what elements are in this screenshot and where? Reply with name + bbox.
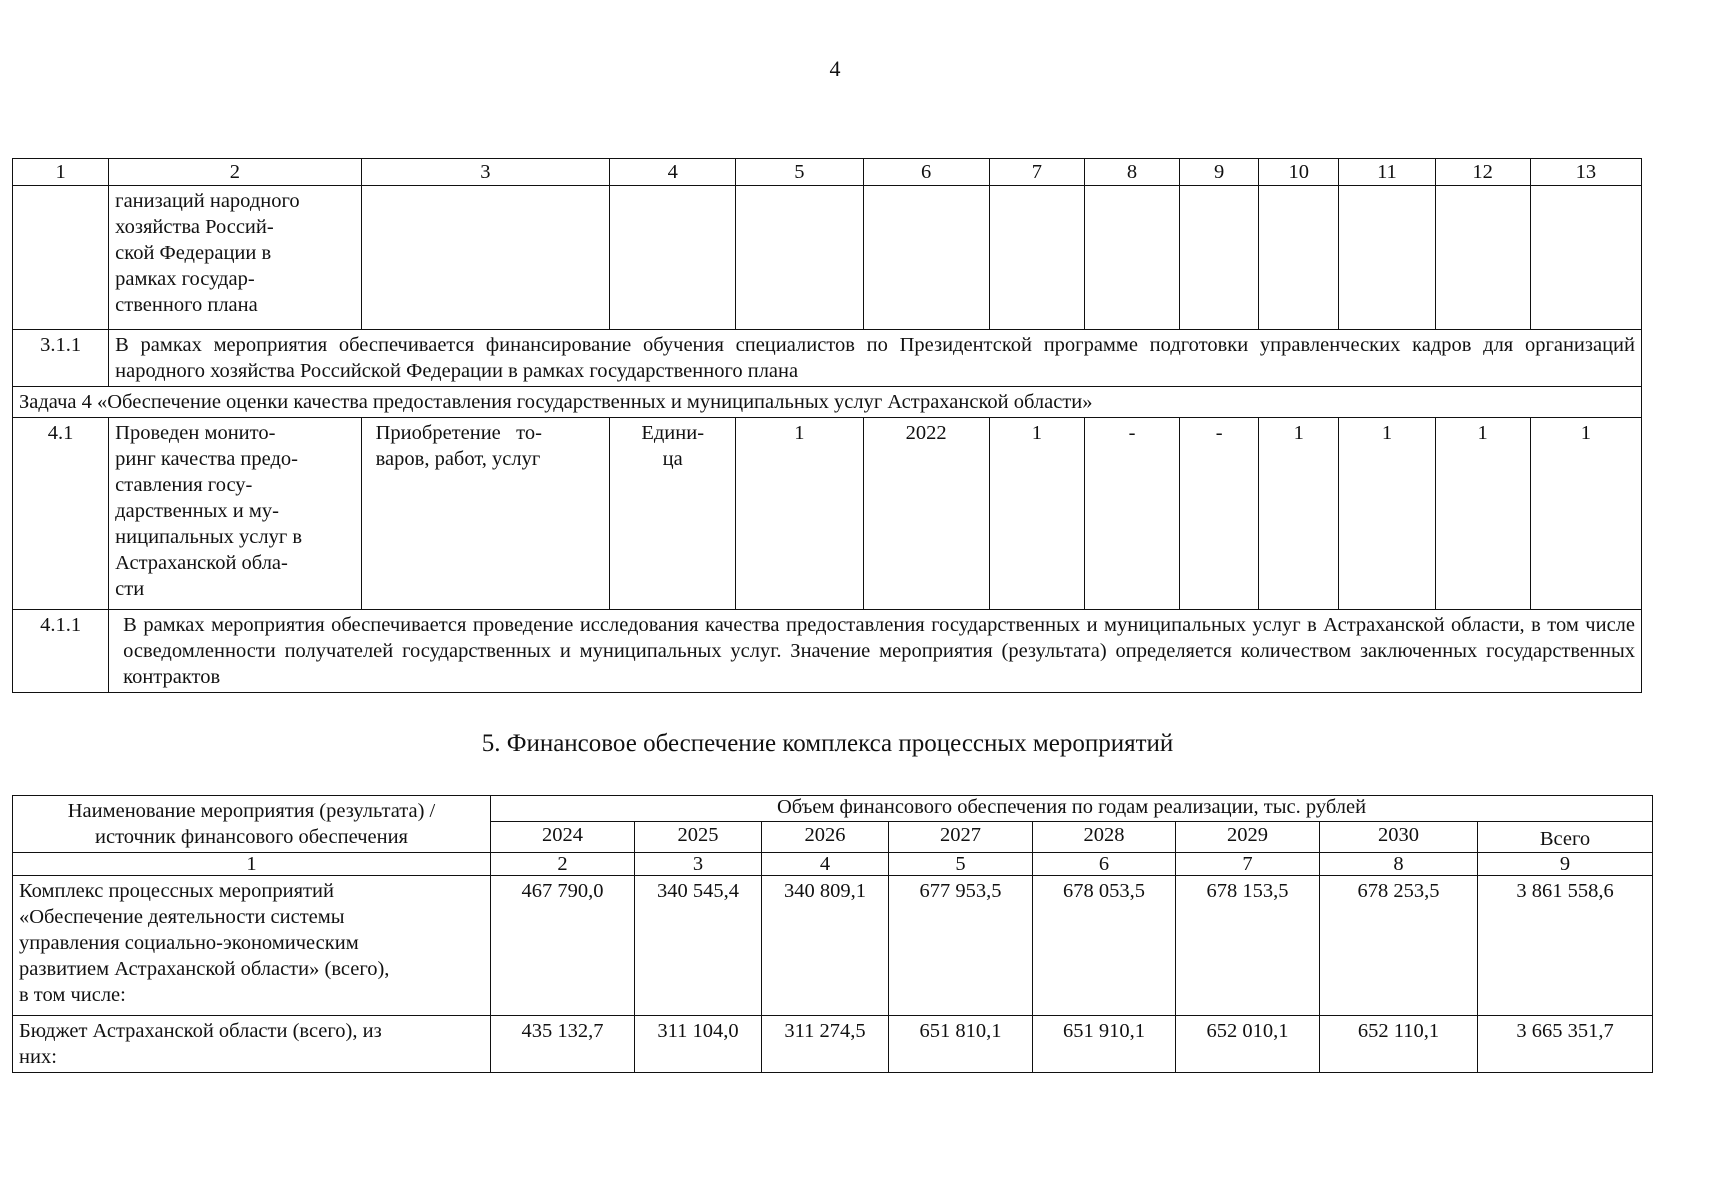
finance-row-complex	[13, 876, 1653, 1016]
column-number: 3	[635, 853, 762, 876]
total-header: Всего	[1478, 822, 1653, 853]
continuation-row	[13, 186, 1642, 330]
finance-value: 652 010,1	[1176, 1016, 1320, 1073]
unit-cell	[610, 418, 736, 610]
table-cell	[1530, 186, 1641, 330]
text-line: ставления госу-	[115, 474, 253, 496]
text-line: Едини-	[641, 422, 705, 444]
value-cell: 1	[1530, 418, 1641, 610]
year-header: 2025	[635, 822, 762, 853]
finance-value: 311 104,0	[635, 1016, 762, 1073]
column-number: 4	[762, 853, 889, 876]
table-cell	[610, 186, 736, 330]
table-cell	[989, 186, 1084, 330]
finance-header-row	[13, 796, 1653, 822]
text-line: в том числе:	[19, 984, 126, 1006]
finance-value: 467 790,0	[491, 876, 635, 1016]
finance-value: 678 253,5	[1320, 876, 1478, 1016]
row-number: 3.1.1	[13, 330, 109, 387]
table-cell	[863, 186, 989, 330]
text-line: «Обеспечение деятельности системы	[19, 906, 345, 928]
column-number-row	[13, 853, 1653, 876]
value-cell: 1	[1259, 418, 1339, 610]
text-line: рамках государ-	[115, 268, 255, 290]
value-cell: 2022	[863, 418, 989, 610]
row-number: 4.1	[13, 418, 109, 610]
finance-value: 340 545,4	[635, 876, 762, 1016]
finance-table	[12, 795, 1653, 1073]
table-cell	[1084, 186, 1179, 330]
column-number: 7	[989, 159, 1084, 186]
column-number: 5	[736, 159, 863, 186]
table-cell	[1339, 186, 1435, 330]
text-line: Наименование мероприятия (результата) /	[67, 800, 436, 822]
value-cell: -	[1180, 418, 1259, 610]
event-type-cell	[361, 418, 609, 610]
column-number: 6	[1033, 853, 1176, 876]
finance-row-name	[13, 876, 491, 1016]
row-description: В рамках мероприятия обеспечивается финансирование обучения специалистов по Президентской программе подготовки управленческих кадров для организаций народного хозяйства Российской Федерации в рамках государственного плана	[109, 330, 1642, 387]
column-number: 3	[361, 159, 609, 186]
finance-value: 651 910,1	[1033, 1016, 1176, 1073]
column-number: 4	[610, 159, 736, 186]
finance-value: 677 953,5	[889, 876, 1033, 1016]
task-4-row	[13, 387, 1642, 418]
year-header: 2027	[889, 822, 1033, 853]
finance-row-name	[13, 1016, 491, 1073]
volume-header: Объем финансового обеспечения по годам реализации, тыс. рублей	[491, 796, 1653, 822]
column-number: 9	[1478, 853, 1653, 876]
column-number: 6	[863, 159, 989, 186]
column-number: 2	[491, 853, 635, 876]
column-number: 1	[13, 853, 491, 876]
text-line: дарственных и му-	[115, 500, 279, 522]
task-heading: Задача 4 «Обеспечение оценки качества предоставления государственных и муниципальных услуг Астраханской области»	[13, 387, 1642, 418]
finance-value: 435 132,7	[491, 1016, 635, 1073]
column-number: 13	[1530, 159, 1641, 186]
year-header: 2026	[762, 822, 889, 853]
row-4-1-1	[13, 610, 1642, 693]
text-line: ственного плана	[115, 294, 258, 316]
column-number: 10	[1259, 159, 1339, 186]
finance-total: 3 665 351,7	[1478, 1016, 1653, 1073]
text-line: хозяйства Россий-	[115, 216, 274, 238]
text-line: варов, работ, услуг	[375, 448, 541, 470]
finance-value: 311 274,5	[762, 1016, 889, 1073]
year-header: 2030	[1320, 822, 1478, 853]
text-line: Приобретение то-	[375, 422, 542, 444]
column-number: 2	[109, 159, 361, 186]
value-cell: 1	[1339, 418, 1435, 610]
value-cell: 1	[1435, 418, 1530, 610]
section-title: 5. Финансовое обеспечение комплекса процессных мероприятий	[481, 730, 1174, 757]
row-3-1-1	[13, 330, 1642, 387]
text-line: Проведен монито-	[115, 422, 276, 444]
page-number: 4	[829, 56, 841, 81]
table-cell	[13, 186, 109, 330]
finance-value: 678 153,5	[1176, 876, 1320, 1016]
column-number: 11	[1339, 159, 1435, 186]
column-number-row	[13, 159, 1642, 186]
column-number: 8	[1320, 853, 1478, 876]
column-number: 9	[1180, 159, 1259, 186]
text-line: источник финансового обеспечения	[95, 826, 408, 848]
column-number: 7	[1176, 853, 1320, 876]
text-line: сти	[115, 578, 145, 600]
finance-value: 340 809,1	[762, 876, 889, 1016]
column-number: 8	[1084, 159, 1179, 186]
text-line: ской Федерации в	[115, 242, 272, 264]
year-header: 2028	[1033, 822, 1176, 853]
finance-row-budget	[13, 1016, 1653, 1073]
table-cell	[1180, 186, 1259, 330]
table-cell	[1259, 186, 1339, 330]
row-4-1	[13, 418, 1642, 610]
column-number: 1	[13, 159, 109, 186]
text-line: ца	[662, 448, 683, 470]
column-number: 5	[889, 853, 1033, 876]
finance-value: 652 110,1	[1320, 1016, 1478, 1073]
indicator-name-cell	[109, 186, 361, 330]
table-cell	[736, 186, 863, 330]
row-description: В рамках мероприятия обеспечивается проведение исследования качества предоставления государственных и муниципальных услуг в Астраханской области, в том числе осведомленности получателей государственных и муниципальных услуг. Значение мероприятия (результата) определяется количеством заключенных государственных контрактов	[109, 610, 1642, 693]
value-cell: 1	[989, 418, 1084, 610]
text-line: Астраханской обла-	[115, 552, 288, 574]
finance-value: 651 810,1	[889, 1016, 1033, 1073]
indicator-name-cell	[109, 418, 361, 610]
finance-total: 3 861 558,6	[1478, 876, 1653, 1016]
year-header: 2029	[1176, 822, 1320, 853]
name-header	[13, 796, 491, 853]
text-line: ниципальных услуг в	[115, 526, 303, 548]
value-cell: -	[1084, 418, 1179, 610]
text-line: Комплекс процессных мероприятий	[19, 880, 334, 902]
value-cell: 1	[736, 418, 863, 610]
text-line: ринг качества предо-	[115, 448, 298, 470]
table-cell	[1435, 186, 1530, 330]
text-line: развитием Астраханской области» (всего),	[19, 958, 390, 980]
column-number: 12	[1435, 159, 1530, 186]
row-number: 4.1.1	[13, 610, 109, 693]
text-line: Бюджет Астраханской области (всего), из	[19, 1020, 382, 1042]
year-header: 2024	[491, 822, 635, 853]
finance-value: 678 053,5	[1033, 876, 1176, 1016]
table-cell	[361, 186, 609, 330]
text-line: управления социально-экономическим	[19, 932, 359, 954]
indicators-table	[12, 158, 1642, 693]
text-line: ганизаций народного	[115, 190, 300, 212]
text-line: них:	[19, 1046, 57, 1068]
